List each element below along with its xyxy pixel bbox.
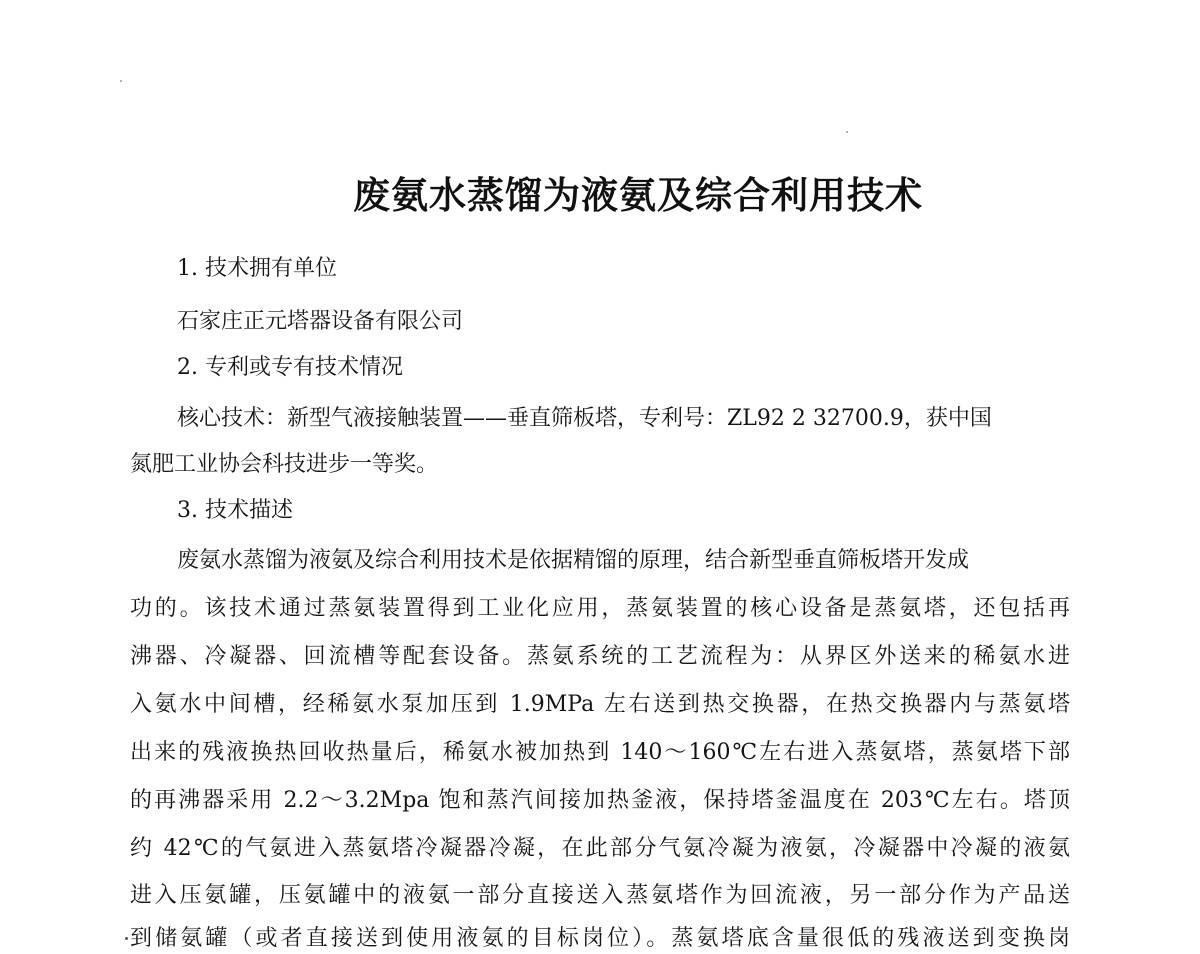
scan-speck [125, 937, 128, 940]
section-heading-patent: 2. 专利或专有技术情况 [177, 355, 403, 380]
description-text-line: 的再沸器采用 2.2～3.2Mpa 饱和蒸汽间接加热釜液，保持塔釜温度在 203℃左右。塔顶 [130, 788, 1070, 813]
description-text-line: 沸器、冷凝器、回流槽等配套设备。蒸氨系统的工艺流程为：从界区外送来的稀氨水进 [130, 644, 1070, 669]
section-heading-description: 3. 技术描述 [177, 498, 293, 523]
owner-company: 石家庄正元塔器设备有限公司 [177, 309, 464, 334]
scan-speck [120, 80, 122, 82]
section-heading-owner: 1. 技术拥有单位 [177, 256, 337, 281]
description-text-line: 废氨水蒸馏为液氨及综合利用技术是依据精馏的原理，结合新型垂直筛板塔开发成 [177, 548, 970, 573]
description-text-line: 进入压氨罐，压氨罐中的液氨一部分直接送入蒸氨塔作为回流液，另一部分作为产品送 [130, 883, 1070, 908]
scan-speck [846, 131, 848, 133]
patent-text-line: 核心技术：新型气液接触装置——垂直筛板塔，专利号：ZL92 2 32700.9，获中国 [177, 406, 992, 431]
description-text-line: 入氨水中间槽，经稀氨水泵加压到 1.9MPa 左右送到热交换器，在热交换器内与蒸氨塔 [130, 692, 1070, 717]
description-text-line: 功的。该技术通过蒸氨装置得到工业化应用，蒸氨装置的核心设备是蒸氨塔，还包括再 [130, 596, 1070, 621]
patent-text-line: 氮肥工业协会科技进步一等奖。 [130, 452, 439, 477]
document-title: 废氨水蒸馏为液氨及综合利用技术 [353, 174, 923, 217]
description-text-line: 约 42℃的气氨进入蒸氨塔冷凝器冷凝，在此部分气氨冷凝为液氨，冷凝器中冷凝的液氨 [130, 836, 1070, 861]
description-text-line: 到储氨罐（或者直接送到使用液氨的目标岗位）。蒸氨塔底含量很低的残液送到变换岗 [130, 926, 1070, 951]
description-text-line: 出来的残液换热回收热量后，稀氨水被加热到 140～160℃左右进入蒸氨塔，蒸氨塔下部 [130, 740, 1070, 765]
